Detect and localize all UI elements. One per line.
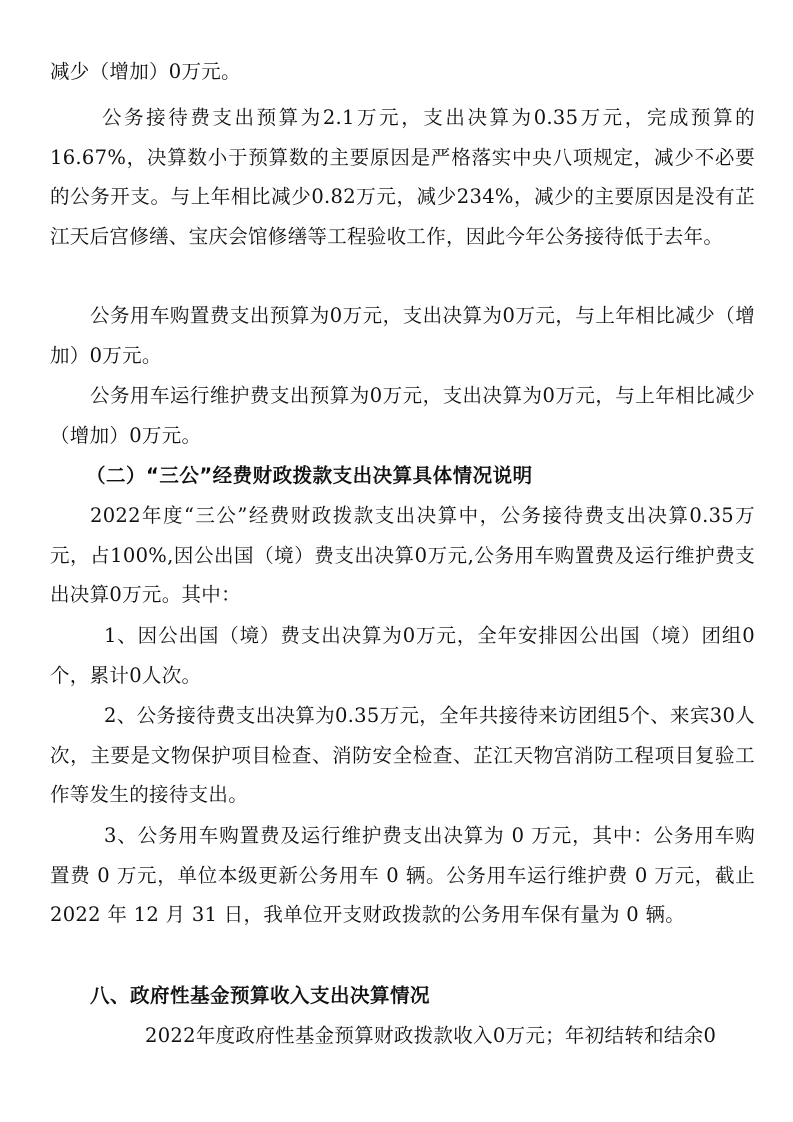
paragraph-vehicle-maintenance: 公务用车运行维护费支出预算为0万元，支出决算为0万元，与上年相比减少（增加）0万元。 bbox=[50, 384, 755, 447]
paragraph-reception-expense: 公务接待费支出预算为2.1万元，支出决算为0.35万元，完成预算的16.67%，决算数小于预算数的主要原因是严格落实中央八项规定，减少不必要的公务开支。与上年相比减少0.82万元，减少234%，减少的主要原因是没有芷江天后宫修缮、宝庆会馆修缮等工程验收工作，因此今年公务接待低于去年。 bbox=[50, 106, 755, 248]
paragraph-vehicle-detail: 3、公务用车购置费及运行维护费支出决算为 0 万元，其中：公务用车购置费 0 万元，单位本级更新公务用车 0 辆。公务用车运行维护费 0 万元，截止 2022 年 12 月 31 日，我单位开支财政拨款的公务用车保有量为 0 辆。 bbox=[50, 824, 755, 926]
section-heading-three-public: （二）“三公”经费财政拨款支出决算具体情况说明 bbox=[86, 464, 533, 487]
paragraph-vehicle-purchase: 公务用车购置费支出预算为0万元，支出决算为0万元，与上年相比减少（增加）0万元。 bbox=[50, 304, 755, 367]
section-heading-fund-budget: 八、政府性基金预算收入支出决算情况 bbox=[90, 984, 431, 1007]
paragraph-reception-detail: 2、公务接待费支出决算为0.35万元，全年共接待来访团组5个、来宾30人次，主要是文物保护项目检查、消防安全检查、芷江天物宫消防工程项目复验工作等发生的接待支出。 bbox=[50, 704, 755, 806]
paragraph-overseas-trips: 1、因公出国（境）费支出决算为0万元，全年安排因公出国（境）团组0个，累计0人次。 bbox=[50, 624, 755, 687]
paragraph-reduction-carryover: 减少（增加）0万元。 bbox=[50, 60, 241, 83]
paragraph-three-public-summary: 2022年度“三公”经费财政拨款支出决算中，公务接待费支出决算0.35万元，占100%,因公出国（境）费支出决算0万元,公务用车购置费及运行维护费支出决算0万元。其中： bbox=[50, 504, 755, 606]
paragraph-fund-budget-income: 2022年度政府性基金预算财政拨款收入0万元；年初结转和结余0 bbox=[145, 1024, 717, 1047]
